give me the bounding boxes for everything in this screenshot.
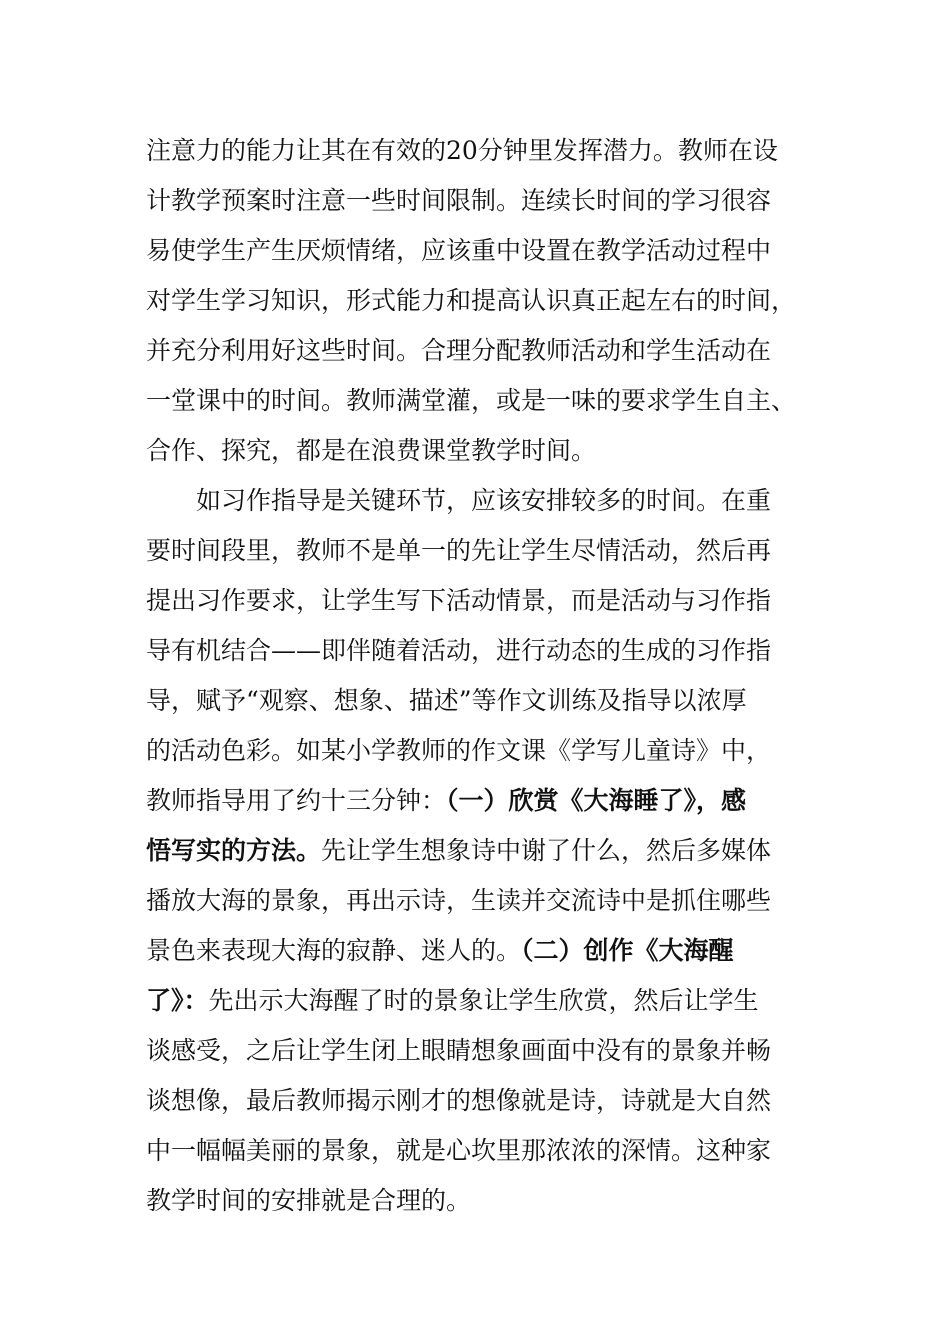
text-line: 的活动色彩。如某小学教师的作文课《学写儿童诗》中， bbox=[146, 736, 772, 765]
bold-heading-segment: 了》： bbox=[146, 986, 209, 1015]
text-line: 一堂课中的时间。教师满堂灌，或是一味的要求学生自主、 bbox=[146, 386, 797, 415]
text-line: 并充分利用好这些时间。合理分配教师活动和学生活动在 bbox=[146, 336, 772, 365]
text-line: 如习作指导是关键环节，应该安排较多的时间。在重 bbox=[196, 486, 772, 515]
text-line bbox=[146, 776, 806, 826]
text-line: 注意力的能力让其在有效的20分钟里发挥潜力。教师在设 bbox=[146, 136, 778, 165]
text-line: 导，赋予“观察、想象、描述”等作文训练及指导以浓厚 bbox=[146, 686, 747, 715]
text-line bbox=[146, 826, 806, 876]
text-line: 播放大海的景象，再出示诗，生读并交流诗中是抓住哪些 bbox=[146, 886, 772, 915]
text-line: 计教学预案时注意一些时间限制。连续长时间的学习很容 bbox=[146, 186, 772, 215]
text-line bbox=[146, 926, 806, 976]
bold-heading-segment: （一）欣赏《大海睡了》，感 bbox=[446, 786, 747, 815]
text-line: 中一幅幅美丽的景象，就是心坎里那浓浓的深情。这种家 bbox=[146, 1136, 772, 1165]
text-line bbox=[146, 976, 806, 1026]
bold-heading-segment: （二）创作《大海醒 bbox=[521, 936, 734, 965]
text-line: 谈想像，最后教师揭示刚才的想像就是诗，诗就是大自然 bbox=[146, 1086, 772, 1115]
text-segment: 景色来表现大海的寂静、迷人的。 bbox=[146, 936, 522, 965]
text-line: 谈感受，之后让学生闭上眼睛想象画面中没有的景象并畅 bbox=[146, 1036, 772, 1065]
text-line: 提出习作要求，让学生写下活动情景，而是活动与习作指 bbox=[146, 586, 772, 615]
text-line: 要时间段里，教师不是单一的先让学生尽情活动，然后再 bbox=[146, 536, 772, 565]
text-segment: 先让学生想象诗中谢了什么，然后多媒体 bbox=[321, 836, 772, 865]
bold-heading-segment: 悟写实的方法。 bbox=[146, 836, 322, 865]
text-line: 导有机结合——即伴随着活动，进行动态的生成的习作指 bbox=[146, 636, 772, 665]
text-line: 易使学生产生厌烦情绪，应该重中设置在教学活动过程中 bbox=[146, 236, 772, 265]
text-segment: 先出示大海醒了时的景象让学生欣赏，然后让学生 bbox=[208, 986, 759, 1015]
text-line: 对学生学习知识，形式能力和提高认识真正起左右的时间， bbox=[146, 286, 797, 315]
text-line: 合作、探究，都是在浪费课堂教学时间。 bbox=[146, 436, 597, 465]
document-body bbox=[146, 126, 806, 1226]
text-segment: 教师指导用了约十三分钟： bbox=[146, 786, 447, 815]
text-line: 教学时间的安排就是合理的。 bbox=[146, 1186, 472, 1215]
